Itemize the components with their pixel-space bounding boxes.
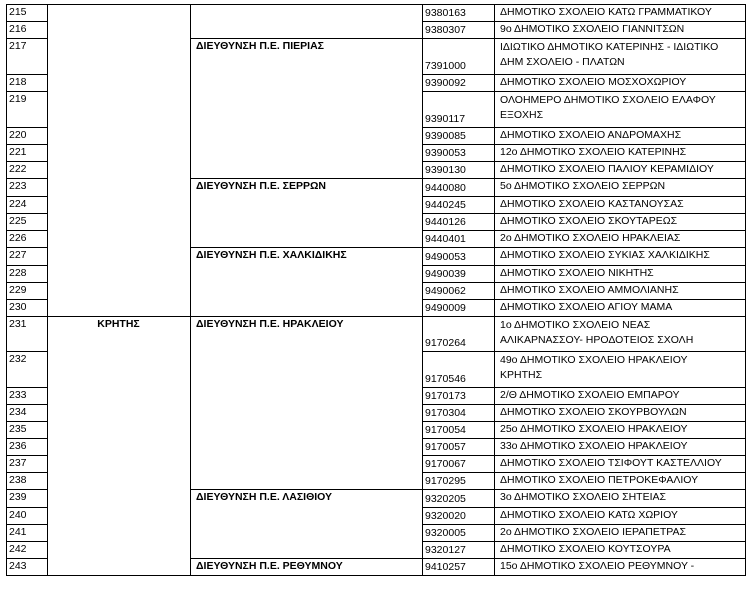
row-divider xyxy=(190,489,422,490)
directorate-name: ΔΙΕΥΘΥΝΣΗ Π.Ε. ΗΡΑΚΛΕΙΟΥ xyxy=(196,318,344,330)
row-number: 229 xyxy=(9,284,27,296)
school-name: ΔΗΜΟΤΙΚΟ ΣΧΟΛΕΙΟ ΑΜΜΟΛΙΑΝΗΣ xyxy=(500,284,679,296)
school-name: ΔΗΜΟΤΙΚΟ ΣΧΟΛΕΙΟ ΜΟΣΧΟΧΩΡΙΟΥ xyxy=(500,76,687,88)
row-number: 228 xyxy=(9,267,27,279)
school-name: 25ο ΔΗΜΟΤΙΚΟ ΣΧΟΛΕΙΟ ΗΡΑΚΛΕΙΟΥ xyxy=(500,423,688,435)
row-number: 223 xyxy=(9,180,27,192)
school-name: ΔΗΜΟΤΙΚΟ ΣΧΟΛΕΙΟ ΣΥΚΙΑΣ ΧΑΛΚΙΔΙΚΗΣ xyxy=(500,249,710,261)
table-border-bottom xyxy=(6,575,746,576)
row-number: 242 xyxy=(9,543,27,555)
school-code: 9170304 xyxy=(425,407,466,419)
row-divider xyxy=(6,421,47,422)
school-code: 9170173 xyxy=(425,390,466,402)
row-divider xyxy=(6,178,47,179)
row-divider xyxy=(422,265,746,266)
row-divider xyxy=(422,541,746,542)
row-divider xyxy=(190,558,422,559)
row-divider xyxy=(6,247,47,248)
column-divider-1 xyxy=(47,4,48,576)
row-divider xyxy=(422,230,746,231)
row-divider xyxy=(422,299,746,300)
row-divider xyxy=(422,351,746,352)
row-divider xyxy=(422,558,746,559)
row-divider xyxy=(6,161,47,162)
row-number: 225 xyxy=(9,215,27,227)
school-code: 9170295 xyxy=(425,475,466,487)
row-divider xyxy=(6,404,47,405)
row-divider xyxy=(422,438,746,439)
school-code: 9170546 xyxy=(425,373,466,385)
row-divider xyxy=(422,21,746,22)
row-divider xyxy=(190,178,422,179)
school-code: 9440401 xyxy=(425,233,466,245)
row-divider xyxy=(190,247,422,248)
column-divider-5 xyxy=(745,4,746,576)
school-name-line: ΑΛΙΚΑΡΝΑΣΣΟΥ- ΗΡΟΔΟΤΕΙΟΣ ΣΧΟΛΗ xyxy=(500,334,694,346)
row-number: 237 xyxy=(9,457,27,469)
school-code: 9390092 xyxy=(425,77,466,89)
row-number: 215 xyxy=(9,6,27,18)
row-divider xyxy=(6,541,47,542)
school-name: ΔΗΜΟΤΙΚΟ ΣΧΟΛΕΙΟ ΑΓΙΟΥ ΜΑΜΑ xyxy=(500,301,673,313)
row-divider xyxy=(6,455,47,456)
school-name-line: 49ο ΔΗΜΟΤΙΚΟ ΣΧΟΛΕΙΟ ΗΡΑΚΛΕΙΟΥ xyxy=(500,354,688,366)
row-divider xyxy=(6,472,47,473)
school-code: 9170067 xyxy=(425,458,466,470)
row-divider xyxy=(6,387,47,388)
school-name: ΔΗΜΟΤΙΚΟ ΣΧΟΛΕΙΟ ΚΑΤΩ ΧΩΡΙΟΥ xyxy=(500,509,678,521)
row-number: 219 xyxy=(9,93,27,105)
row-divider xyxy=(6,524,47,525)
school-name: 2/Θ ΔΗΜΟΤΙΚΟ ΣΧΟΛΕΙΟ ΕΜΠΑΡΟΥ xyxy=(500,389,680,401)
school-name: 2ο ΔΗΜΟΤΙΚΟ ΣΧΟΛΕΙΟ ΙΕΡΑΠΕΤΡΑΣ xyxy=(500,526,686,538)
row-divider xyxy=(6,38,47,39)
row-divider xyxy=(422,404,746,405)
row-divider xyxy=(422,455,746,456)
column-divider-2 xyxy=(190,4,191,576)
table-border-top xyxy=(6,4,746,5)
school-code: 9320020 xyxy=(425,510,466,522)
row-divider xyxy=(422,144,746,145)
school-code: 9490062 xyxy=(425,285,466,297)
row-divider xyxy=(47,316,190,317)
row-divider xyxy=(6,21,47,22)
row-divider xyxy=(6,316,47,317)
school-code: 9170264 xyxy=(425,337,466,349)
directorate-name: ΔΙΕΥΘΥΝΣΗ Π.Ε. ΛΑΣΙΘΙΟΥ xyxy=(196,491,333,503)
row-divider xyxy=(6,507,47,508)
row-number: 222 xyxy=(9,163,27,175)
row-number: 231 xyxy=(9,318,27,330)
school-name-line: ΔΗΜ ΣΧΟΛΕΙΟ - ΠΛΑΤΩΝ xyxy=(500,56,625,68)
school-name-line: ΚΡΗΤΗΣ xyxy=(500,369,543,381)
row-number: 241 xyxy=(9,526,27,538)
row-number: 235 xyxy=(9,423,27,435)
school-name-line: ΙΔΙΩΤΙΚΟ ΔΗΜΟΤΙΚΟ ΚΑΤΕΡΙΝΗΣ - ΙΔΙΩΤΙΚΟ xyxy=(500,41,719,53)
column-divider-4 xyxy=(494,4,495,576)
row-divider xyxy=(422,247,746,248)
row-divider xyxy=(422,489,746,490)
row-number: 234 xyxy=(9,406,27,418)
school-code: 9390053 xyxy=(425,147,466,159)
school-code: 9390085 xyxy=(425,130,466,142)
row-divider xyxy=(6,91,47,92)
row-divider xyxy=(6,265,47,266)
column-divider-0 xyxy=(6,4,7,576)
school-code: 9320127 xyxy=(425,544,466,556)
row-divider xyxy=(422,161,746,162)
row-divider xyxy=(6,230,47,231)
row-number: 218 xyxy=(9,76,27,88)
row-number: 232 xyxy=(9,353,27,365)
school-code: 9320205 xyxy=(425,493,466,505)
school-name: 3ο ΔΗΜΟΤΙΚΟ ΣΧΟΛΕΙΟ ΣΗΤΕΙΑΣ xyxy=(500,491,667,503)
school-code: 9380163 xyxy=(425,7,466,19)
row-number: 224 xyxy=(9,198,27,210)
row-divider xyxy=(422,421,746,422)
school-code: 9170054 xyxy=(425,424,466,436)
row-divider xyxy=(422,472,746,473)
school-code: 9170057 xyxy=(425,441,466,453)
region-name: ΚΡΗΤΗΣ xyxy=(97,318,140,330)
row-divider xyxy=(6,558,47,559)
row-number: 226 xyxy=(9,232,27,244)
school-name: ΔΗΜΟΤΙΚΟ ΣΧΟΛΕΙΟ ΠΕΤΡΟΚΕΦΑΛΙΟΥ xyxy=(500,474,699,486)
school-code: 9440080 xyxy=(425,182,466,194)
school-name: 9ο ΔΗΜΟΤΙΚΟ ΣΧΟΛΕΙΟ ΓΙΑΝΝΙΤΣΩΝ xyxy=(500,23,685,35)
school-code: 9390117 xyxy=(425,113,466,125)
school-code: 9490009 xyxy=(425,302,466,314)
row-divider xyxy=(422,127,746,128)
school-code: 9490039 xyxy=(425,268,466,280)
row-divider xyxy=(422,74,746,75)
row-number: 227 xyxy=(9,249,27,261)
row-divider xyxy=(6,196,47,197)
row-divider xyxy=(6,127,47,128)
row-divider xyxy=(6,213,47,214)
row-divider xyxy=(422,387,746,388)
directorate-name: ΔΙΕΥΘΥΝΣΗ Π.Ε. ΣΕΡΡΩΝ xyxy=(196,180,326,192)
row-number: 217 xyxy=(9,40,27,52)
row-divider xyxy=(6,144,47,145)
school-name: ΔΗΜΟΤΙΚΟ ΣΧΟΛΕΙΟ ΚΟΥΤΣΟΥΡΑ xyxy=(500,543,671,555)
row-number: 230 xyxy=(9,301,27,313)
row-divider xyxy=(6,351,47,352)
school-name-line: 1ο ΔΗΜΟΤΙΚΟ ΣΧΟΛΕΙΟ ΝΕΑΣ xyxy=(500,319,651,331)
column-divider-3 xyxy=(422,4,423,576)
school-code: 9490053 xyxy=(425,251,466,263)
school-name: ΔΗΜΟΤΙΚΟ ΣΧΟΛΕΙΟ ΣΚΟΥΤΑΡΕΩΣ xyxy=(500,215,678,227)
row-number: 243 xyxy=(9,560,27,572)
school-code: 9440245 xyxy=(425,199,466,211)
row-number: 236 xyxy=(9,440,27,452)
school-name: ΔΗΜΟΤΙΚΟ ΣΧΟΛΕΙΟ ΚΑΤΩ ΓΡΑΜΜΑΤΙΚΟΥ xyxy=(500,6,712,18)
school-name: ΔΗΜΟΤΙΚΟ ΣΧΟΛΕΙΟ ΚΑΣΤΑΝΟΥΣΑΣ xyxy=(500,198,684,210)
row-number: 233 xyxy=(9,389,27,401)
row-divider xyxy=(422,524,746,525)
row-divider xyxy=(6,489,47,490)
directorate-name: ΔΙΕΥΘΥΝΣΗ Π.Ε. ΠΙΕΡΙΑΣ xyxy=(196,40,324,52)
row-number: 240 xyxy=(9,509,27,521)
school-name: ΔΗΜΟΤΙΚΟ ΣΧΟΛΕΙΟ ΤΣΙΦΟΥΤ ΚΑΣΤΕΛΛΙΟΥ xyxy=(500,457,722,469)
row-divider xyxy=(6,438,47,439)
school-name: 33ο ΔΗΜΟΤΙΚΟ ΣΧΟΛΕΙΟ ΗΡΑΚΛΕΙΟΥ xyxy=(500,440,688,452)
school-code: 9440126 xyxy=(425,216,466,228)
row-divider xyxy=(422,178,746,179)
school-code: 9380307 xyxy=(425,24,466,36)
row-divider xyxy=(422,316,746,317)
school-name: ΔΗΜΟΤΙΚΟ ΣΧΟΛΕΙΟ ΑΝΔΡΟΜΑΧΗΣ xyxy=(500,129,682,141)
row-divider xyxy=(6,282,47,283)
school-code: 9390130 xyxy=(425,164,466,176)
row-divider xyxy=(422,91,746,92)
school-code: 9410257 xyxy=(425,561,466,573)
row-divider xyxy=(6,74,47,75)
school-code: 9320005 xyxy=(425,527,466,539)
row-divider xyxy=(190,38,422,39)
row-divider xyxy=(422,38,746,39)
school-code: 7391000 xyxy=(425,60,466,72)
row-number: 238 xyxy=(9,474,27,486)
row-divider xyxy=(422,282,746,283)
row-divider xyxy=(422,196,746,197)
row-number: 220 xyxy=(9,129,27,141)
row-divider xyxy=(422,213,746,214)
school-name: ΔΗΜΟΤΙΚΟ ΣΧΟΛΕΙΟ ΠΑΛΙΟΥ ΚΕΡΑΜΙΔΙΟΥ xyxy=(500,163,714,175)
school-name: ΔΗΜΟΤΙΚΟ ΣΧΟΛΕΙΟ ΝΙΚΗΤΗΣ xyxy=(500,267,654,279)
directorate-name: ΔΙΕΥΘΥΝΣΗ Π.Ε. ΧΑΛΚΙΔΙΚΗΣ xyxy=(196,249,347,261)
row-divider xyxy=(422,507,746,508)
row-divider xyxy=(190,316,422,317)
directorate-name: ΔΙΕΥΘΥΝΣΗ Π.Ε. ΡΕΘΥΜΝΟΥ xyxy=(196,560,343,572)
school-name: 2ο ΔΗΜΟΤΙΚΟ ΣΧΟΛΕΙΟ ΗΡΑΚΛΕΙΑΣ xyxy=(500,232,681,244)
school-name: ΔΗΜΟΤΙΚΟ ΣΧΟΛΕΙΟ ΣΚΟΥΡΒΟΥΛΩΝ xyxy=(500,406,687,418)
school-name-line: ΕΞΟΧΗΣ xyxy=(500,109,544,121)
school-name: 15ο ΔΗΜΟΤΙΚΟ ΣΧΟΛΕΙΟ ΡΕΘΥΜΝΟΥ - xyxy=(500,560,695,572)
row-number: 221 xyxy=(9,146,27,158)
row-number: 239 xyxy=(9,491,27,503)
school-name-line: ΟΛΟΗΜΕΡΟ ΔΗΜΟΤΙΚΟ ΣΧΟΛΕΙΟ ΕΛΑΦΟΥ xyxy=(500,94,716,106)
row-number: 216 xyxy=(9,23,27,35)
row-divider xyxy=(6,299,47,300)
school-name: 5ο ΔΗΜΟΤΙΚΟ ΣΧΟΛΕΙΟ ΣΕΡΡΩΝ xyxy=(500,180,666,192)
school-name: 12ο ΔΗΜΟΤΙΚΟ ΣΧΟΛΕΙΟ ΚΑΤΕΡΙΝΗΣ xyxy=(500,146,687,158)
